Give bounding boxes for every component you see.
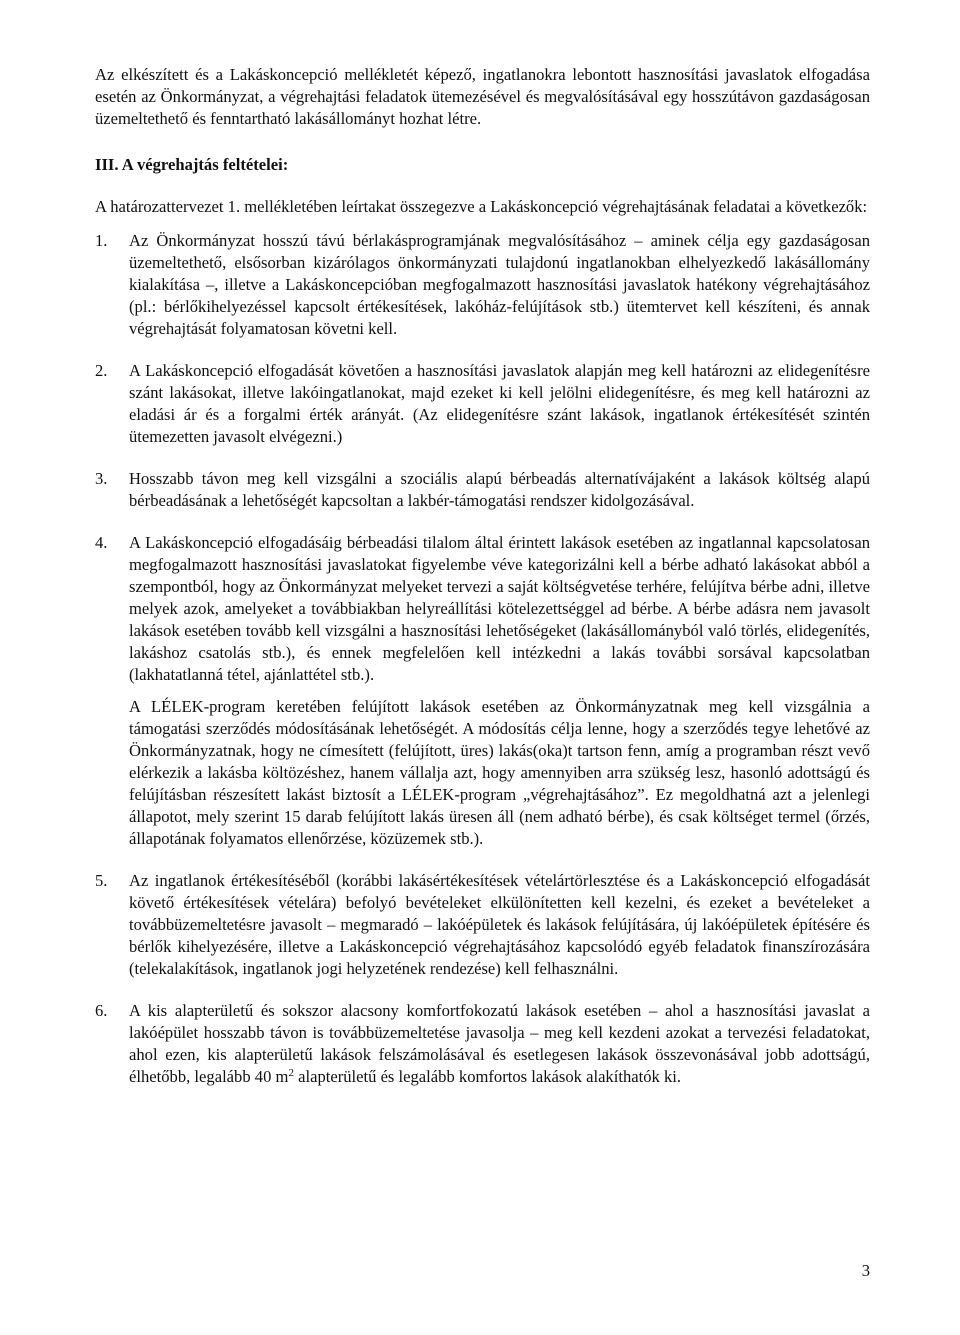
list-item — [95, 230, 870, 340]
item-number: 6. — [95, 1001, 108, 1020]
section-heading: III. A végrehajtás feltételei: — [95, 155, 289, 174]
page-number: 3 — [861, 1261, 870, 1280]
item-extra-paragraph: A LÉLEK-program keretében felújított lakások esetében az Önkormányzatnak meg kell vizsgálnia a támogatási szerződés módosításának lehetőségét. A módosítás célja lenne, hogy a szerződés tegye lehetővé az Önkormányzatnak, hogy ne címesített (felújított, üres) lakás(oka)t tartson fenn, amíg a programban részt vevő elérkezik a lakásba költözéshez, hanem vállalja azt, hogy amennyiben arra szükség lesz, hasonló adottságú és felújításban részesített lakást biztosít a LÉLEK-program „végrehajtásához”. Ez megoldhatná azt a jelenlegi állapotot, mely szerint 15 darab felújított lakás üresen áll (nem adható bérbe), és csak költséget termel (őrzés, állapotának folyamatos ellenőrzése, közüzemek stb.). — [129, 697, 870, 848]
item-text: Az Önkormányzat hosszú távú bérlakásprogramjának megvalósításához – aminek célja egy gazdaságosan üzemeltethető, elsősorban kizárólagos önkormányzati tulajdonú ingatlanokban elhelyezkedő lakásállomány kialakítása –, illetve a Lakáskoncepcióban megfogalmazott hasznosítási javaslatok hatékony végrehajtásához (pl.: bérlőkihelyezéssel kapcsolt értékesítések, lakóház-felújítások stb.) ütemtervet kell készíteni, és annak végrehajtását folyamatosan követni kell. — [129, 231, 870, 338]
item-text — [129, 1000, 870, 1088]
item-number: 5. — [95, 871, 108, 890]
item-number: 2. — [95, 361, 108, 380]
item-number: 1. — [95, 231, 108, 250]
item-text: Az ingatlanok értékesítéséből (korábbi lakásértékesítések vételártörlesztése és a Lakáskoncepció elfogadását követő értékesítések vételára) befolyó bevételeket elkülönítetten kell kezelni, és ezeket a bevételeket a továbbüzemeltetésre javasolt – megmaradó – lakóépületek és lakások felújítására, új lakóépületek építésére és bérlők kihelyezésére, illetve a Lakáskoncepció végrehajtásához kapcsolódó egyéb feladatok finanszírozására (telekalakítások, ingatlanok jogi helyzetének rendezése) kell felhasználni. — [129, 871, 870, 978]
lead-paragraph: A határozattervezet 1. mellékletében leírtakat összegezve a Lakáskoncepció végrehajtásának feladatai a következők: — [95, 197, 868, 216]
item-number: 3. — [95, 469, 108, 488]
item-text: A Lakáskoncepció elfogadását követően a hasznosítási javaslatok alapján meg kell határozni az elidegenítésre szánt lakásokat, illetve lakóingatlanokat, majd ezeket ki kell jelölni elidegenítésre, és meg kell határozni az eladási ár és a forgalmi érték arányát. (Az elidegenítésre szánt lakások, ingatlanok értékesítését szintén ütemezetten javasolt elvégezni.) — [129, 361, 870, 446]
list-item — [95, 1000, 870, 1088]
item-text-main: A kis alapterületű és sokszor alacsony komfortfokozatú lakások esetében – ahol a hasznosítási javaslat a lakóépület hosszabb távon is továbbüzemeltetése javasolja – meg kell kezdeni azokat a tervezési feladatokat, ahol ezen, kis alapterületű lakások felszámolásával és esetlegesen lakások összevonásával jobb adottságú, élhetőbb, legalább 40 m — [129, 1001, 870, 1086]
superscript: 2 — [288, 1067, 294, 1079]
item-text: A Lakáskoncepció elfogadásáig bérbeadási tilalom által érintett lakások esetében az ingatlannal kapcsolatosan megfogalmazott hasznosítási javaslatokat figyelembe véve kategorizálni kell a bérbe adható lakásokat abból a szempontból, hogy az Önkormányzat melyeket tervezi a saját költségvetése terhére, felújítva bérbe adni, illetve melyek azok, amelyeket a továbbiakban helyreállítási kötelezettséggel ad bérbe. A bérbe adásra nem javasolt lakások esetében tovább kell vizsgálni a hasznosítási lehetőségeket (lakásállományból való törlés, elidegenítés, lakáshoz csatolás stb.), és ennek megfelelően kell intézkedni a lakás további sorsával kapcsolatban (lakhatatlanná tétel, ajánlattétel stb.). — [129, 533, 870, 684]
list-item — [95, 468, 870, 512]
item-number: 4. — [95, 533, 108, 552]
item-text-after: alapterületű és legalább komfortos lakások alakíthatók ki. — [293, 1067, 682, 1086]
list-item — [95, 532, 870, 850]
list-item — [95, 360, 870, 448]
item-text: Hosszabb távon meg kell vizsgálni a szociális alapú bérbeadás alternatívájaként a lakások költség alapú bérbeadásának a lehetőségét kapcsoltan a lakbér-támogatási rendszer kidolgozásával. — [129, 469, 870, 510]
task-list — [95, 230, 870, 1088]
intro-paragraph: Az elkészített és a Lakáskoncepció mellékletét képező, ingatlanokra lebontott hasznosítási javaslatok elfogadása esetén az Önkormányzat, a végrehajtási feladatok ütemezésével és megvalósításával egy hosszútávon gazdaságosan üzemeltethető és fenntartható lakásállományt hozhat létre. — [95, 65, 870, 128]
list-item — [95, 870, 870, 980]
